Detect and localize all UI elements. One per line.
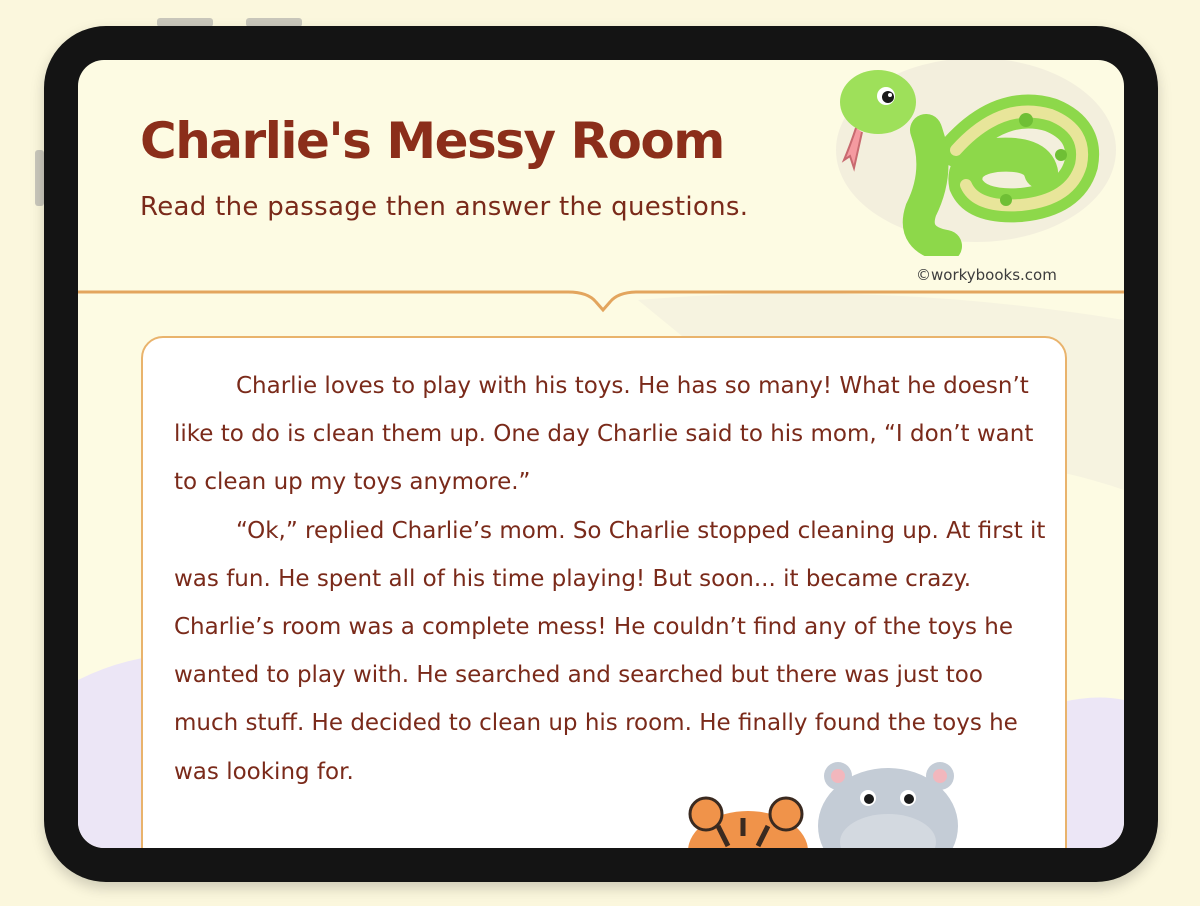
snake-illustration <box>826 60 1116 256</box>
worksheet-screen <box>78 60 1124 848</box>
passage-paragraph: “Ok,” replied Charlie’s mom. So Charlie stopped cleaning up. At first it was fun. He spent all of his time playing! But soon... it became crazy. Charlie’s room was a complete mess! He couldn’t find any of the toys he wanted to play with. He searched and searched but there was just too much stuff. He decided to clean up his room. He finally found the toys he was looking for. <box>174 517 1046 785</box>
side-button <box>35 150 44 206</box>
copyright-label: ©workybooks.com <box>916 266 1057 284</box>
tiger-and-hippo-illustration <box>688 756 1018 848</box>
worksheet-instructions: Read the passage then answer the questions. <box>140 192 749 222</box>
passage-paragraph: Charlie loves to play with his toys. He has so many! What he doesn’t like to do is clean them up. One day Charlie said to his mom, “I don’t want to clean up my toys anymore.” <box>174 373 1034 496</box>
section-divider <box>78 282 1124 318</box>
worksheet-title: Charlie's Messy Room <box>140 112 724 170</box>
